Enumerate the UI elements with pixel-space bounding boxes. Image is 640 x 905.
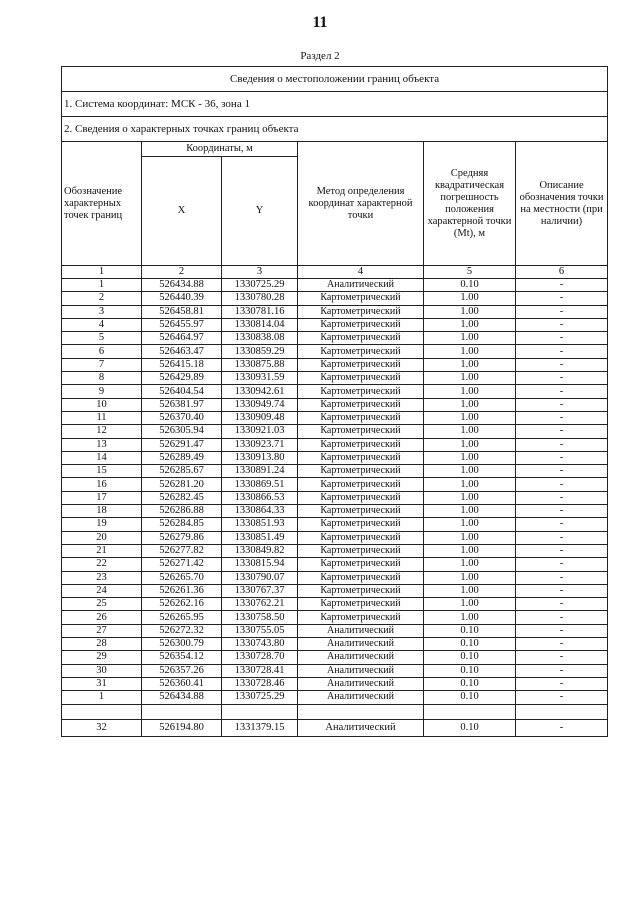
cell-error: 1.00	[424, 438, 516, 451]
cell-error: 1.00	[424, 478, 516, 491]
cell-error: 1.00	[424, 531, 516, 544]
table-row	[62, 518, 608, 531]
column-number: 2	[142, 266, 222, 279]
cell-error: 0.10	[424, 279, 516, 292]
cell-y: 1330838.08	[222, 332, 298, 345]
table-row	[62, 411, 608, 424]
cell-point: 2	[62, 292, 142, 305]
cell-error: 1.00	[424, 544, 516, 557]
cell-method: Картометрический	[298, 345, 424, 358]
table-row	[62, 332, 608, 345]
table-row	[62, 571, 608, 584]
cell-y: 1330866.53	[222, 491, 298, 504]
cell-point: 30	[62, 664, 142, 677]
cell-point: 21	[62, 544, 142, 557]
cell-method: Аналитический	[298, 664, 424, 677]
cell-description: -	[516, 358, 608, 371]
cell-point: 19	[62, 518, 142, 531]
cell-y: 1330875.88	[222, 358, 298, 371]
cell-description: -	[516, 598, 608, 611]
table-row	[62, 385, 608, 398]
cell-error: 1.00	[424, 372, 516, 385]
cell-error: 1.00	[424, 385, 516, 398]
cell-description: -	[516, 279, 608, 292]
cell-y: 1330780.28	[222, 292, 298, 305]
cell-description: -	[516, 651, 608, 664]
cell-point: 13	[62, 438, 142, 451]
cell-method: Картометрический	[298, 292, 424, 305]
points-section-title: 2. Сведения о характерных точках границ объекта	[62, 117, 608, 142]
cell-description: -	[516, 638, 608, 651]
cell-description: -	[516, 518, 608, 531]
cell-description: -	[516, 305, 608, 318]
table-row	[62, 478, 608, 491]
cell-description: -	[516, 385, 608, 398]
cell-error: 1.00	[424, 425, 516, 438]
cell-error: 1.00	[424, 305, 516, 318]
cell-error: 0.10	[424, 651, 516, 664]
cell-error: 1.00	[424, 584, 516, 597]
table-row	[62, 531, 608, 544]
cell-point: 22	[62, 558, 142, 571]
cell-error: 1.00	[424, 292, 516, 305]
cell-y: 1330949.74	[222, 398, 298, 411]
cell-description: -	[516, 332, 608, 345]
cell-error: 0.10	[424, 691, 516, 704]
table-row	[62, 624, 608, 637]
cell-error: 1.00	[424, 411, 516, 424]
cell-y: 1330815.94	[222, 558, 298, 571]
cell-point: 6	[62, 345, 142, 358]
cell-y: 1330728.41	[222, 664, 298, 677]
header-point: Обозначение характерных точек границ	[62, 142, 142, 266]
cell-method: Картометрический	[298, 611, 424, 624]
cell-method: Аналитический	[298, 677, 424, 690]
cell-error: 1.00	[424, 611, 516, 624]
table-row	[62, 611, 608, 624]
coordinate-system: 1. Система координат: МСК - 36, зона 1	[62, 92, 608, 117]
cell-x: 526440.39	[142, 292, 222, 305]
cell-y: 1330758.50	[222, 611, 298, 624]
cell-description: -	[516, 411, 608, 424]
cell-error: 1.00	[424, 398, 516, 411]
cell-error: 1.00	[424, 491, 516, 504]
cell-y: 1330891.24	[222, 465, 298, 478]
cell-point: 16	[62, 478, 142, 491]
section-label: Раздел 2	[300, 50, 340, 62]
cell-error: 0.10	[424, 664, 516, 677]
cell-x: 526381.97	[142, 398, 222, 411]
header-method: Метод определения координат характерной точки	[298, 142, 424, 266]
cell-y: 1330743.80	[222, 638, 298, 651]
cell-y: 1330909.48	[222, 411, 298, 424]
cell-point: 17	[62, 491, 142, 504]
cell-x: 526291.47	[142, 438, 222, 451]
column-numbers-row	[62, 266, 608, 279]
cell-point: 15	[62, 465, 142, 478]
cell-x: 526281.20	[142, 478, 222, 491]
cell-description: -	[516, 719, 608, 736]
table-row	[62, 664, 608, 677]
cell-method: Картометрический	[298, 598, 424, 611]
cell-x: 526463.47	[142, 345, 222, 358]
cell-method: Картометрический	[298, 332, 424, 345]
cell-error: 0.10	[424, 677, 516, 690]
cell-method: Аналитический	[298, 624, 424, 637]
cell-y: 1330781.16	[222, 305, 298, 318]
column-number: 6	[516, 266, 608, 279]
cell-description: -	[516, 425, 608, 438]
cell-point: 29	[62, 651, 142, 664]
cell-description: -	[516, 677, 608, 690]
cell-x: 526305.94	[142, 425, 222, 438]
table-row	[62, 451, 608, 464]
table-row	[62, 691, 608, 704]
cell-description: -	[516, 544, 608, 557]
cell-description: -	[516, 478, 608, 491]
header-description: Описание обозначения точки на местности (при наличии)	[516, 142, 608, 266]
cell-point: 8	[62, 372, 142, 385]
cell-y: 1330931.59	[222, 372, 298, 385]
table-row	[62, 638, 608, 651]
table-row	[62, 438, 608, 451]
header-x: X	[142, 157, 222, 266]
cell-description: -	[516, 584, 608, 597]
cell-y: 1330728.46	[222, 677, 298, 690]
cell-error: 1.00	[424, 598, 516, 611]
cell-method: Картометрический	[298, 411, 424, 424]
cell-description: -	[516, 292, 608, 305]
cell-method: Картометрический	[298, 584, 424, 597]
table-row	[62, 491, 608, 504]
cell-method: Картометрический	[298, 478, 424, 491]
cell-x: 526284.85	[142, 518, 222, 531]
cell-description: -	[516, 505, 608, 518]
cell-point: 18	[62, 505, 142, 518]
cell-x: 526279.86	[142, 531, 222, 544]
cell-y: 1330923.71	[222, 438, 298, 451]
cell-x: 526455.97	[142, 318, 222, 331]
cell-method: Картометрический	[298, 465, 424, 478]
header-coords: Координаты, м	[142, 142, 298, 157]
table-row	[62, 279, 608, 292]
cell-x: 526464.97	[142, 332, 222, 345]
cell-y: 1330767.37	[222, 584, 298, 597]
cell-point: 20	[62, 531, 142, 544]
cell-y: 1330755.05	[222, 624, 298, 637]
cell-point: 10	[62, 398, 142, 411]
cell-x: 526286.88	[142, 505, 222, 518]
cell-point: 32	[62, 719, 142, 736]
cell-y: 1330859.29	[222, 345, 298, 358]
cell-description: -	[516, 491, 608, 504]
cell-x: 526194.80	[142, 719, 222, 736]
cell-error: 1.00	[424, 451, 516, 464]
cell-method: Картометрический	[298, 505, 424, 518]
table-row	[62, 677, 608, 690]
cell-x: 526271.42	[142, 558, 222, 571]
cell-point: 24	[62, 584, 142, 597]
empty-row	[62, 704, 608, 719]
header-error: Средняя квадратическая погрешность положения характерной точки (Mt), м	[424, 142, 516, 266]
cell-y: 1330725.29	[222, 691, 298, 704]
boundaries-table	[61, 66, 608, 737]
cell-y: 1331379.15	[222, 719, 298, 736]
cell-method: Картометрический	[298, 558, 424, 571]
cell-y: 1330762.21	[222, 598, 298, 611]
table-row	[62, 318, 608, 331]
cell-method: Картометрический	[298, 372, 424, 385]
cell-method: Картометрический	[298, 451, 424, 464]
cell-error: 0.10	[424, 624, 516, 637]
cell-method: Картометрический	[298, 305, 424, 318]
cell-x: 526360.41	[142, 677, 222, 690]
cell-error: 1.00	[424, 571, 516, 584]
table-title: Сведения о местоположении границ объекта	[62, 67, 608, 92]
header-y: Y	[222, 157, 298, 266]
cell-error: 0.10	[424, 719, 516, 736]
table-row	[62, 358, 608, 371]
table-row	[62, 651, 608, 664]
cell-y: 1330725.29	[222, 279, 298, 292]
column-number: 1	[62, 266, 142, 279]
cell-method: Картометрический	[298, 531, 424, 544]
cell-x: 526289.49	[142, 451, 222, 464]
cell-x: 526272.32	[142, 624, 222, 637]
cell-description: -	[516, 372, 608, 385]
table-row	[62, 292, 608, 305]
cell-method: Аналитический	[298, 719, 424, 736]
cell-error: 1.00	[424, 358, 516, 371]
cell-description: -	[516, 398, 608, 411]
cell-method: Картометрический	[298, 491, 424, 504]
cell-point: 1	[62, 691, 142, 704]
cell-method: Картометрический	[298, 398, 424, 411]
cell-point: 25	[62, 598, 142, 611]
cell-point: 9	[62, 385, 142, 398]
cell-point: 14	[62, 451, 142, 464]
table-row	[62, 544, 608, 557]
cell-method: Аналитический	[298, 691, 424, 704]
cell-error: 1.00	[424, 345, 516, 358]
cell-point: 26	[62, 611, 142, 624]
cell-y: 1330814.04	[222, 318, 298, 331]
cell-x: 526261.36	[142, 584, 222, 597]
table-row	[62, 345, 608, 358]
page-number: 11	[312, 14, 328, 31]
cell-method: Картометрический	[298, 438, 424, 451]
cell-method: Картометрический	[298, 318, 424, 331]
cell-error: 1.00	[424, 318, 516, 331]
cell-y: 1330851.49	[222, 531, 298, 544]
cell-method: Картометрический	[298, 425, 424, 438]
cell-y: 1330913.80	[222, 451, 298, 464]
cell-error: 1.00	[424, 465, 516, 478]
cell-x: 526458.81	[142, 305, 222, 318]
table-row	[62, 465, 608, 478]
cell-error: 1.00	[424, 558, 516, 571]
cell-y: 1330864.33	[222, 505, 298, 518]
cell-error: 1.00	[424, 505, 516, 518]
cell-x: 526434.88	[142, 691, 222, 704]
cell-description: -	[516, 451, 608, 464]
cell-description: -	[516, 624, 608, 637]
cell-x: 526429.89	[142, 372, 222, 385]
cell-description: -	[516, 465, 608, 478]
cell-y: 1330790.07	[222, 571, 298, 584]
cell-point: 5	[62, 332, 142, 345]
table-row	[62, 305, 608, 318]
cell-method: Картометрический	[298, 571, 424, 584]
cell-method: Картометрический	[298, 358, 424, 371]
cell-point: 27	[62, 624, 142, 637]
cell-error: 1.00	[424, 518, 516, 531]
cell-y: 1330851.93	[222, 518, 298, 531]
cell-description: -	[516, 345, 608, 358]
cell-point: 12	[62, 425, 142, 438]
cell-y: 1330849.82	[222, 544, 298, 557]
cell-x: 526404.54	[142, 385, 222, 398]
table-row	[62, 425, 608, 438]
cell-x: 526354.12	[142, 651, 222, 664]
table-row	[62, 372, 608, 385]
cell-description: -	[516, 664, 608, 677]
column-number: 4	[298, 266, 424, 279]
cell-point: 28	[62, 638, 142, 651]
cell-description: -	[516, 558, 608, 571]
table-row	[62, 719, 608, 736]
cell-error: 1.00	[424, 332, 516, 345]
cell-description: -	[516, 571, 608, 584]
cell-method: Аналитический	[298, 279, 424, 292]
cell-point: 1	[62, 279, 142, 292]
table-row	[62, 398, 608, 411]
cell-x: 526300.79	[142, 638, 222, 651]
cell-x: 526277.82	[142, 544, 222, 557]
column-number: 5	[424, 266, 516, 279]
cell-y: 1330921.03	[222, 425, 298, 438]
cell-point: 4	[62, 318, 142, 331]
cell-method: Аналитический	[298, 638, 424, 651]
cell-description: -	[516, 531, 608, 544]
cell-description: -	[516, 611, 608, 624]
cell-x: 526262.16	[142, 598, 222, 611]
table-row	[62, 505, 608, 518]
cell-x: 526434.88	[142, 279, 222, 292]
table-row	[62, 584, 608, 597]
cell-description: -	[516, 318, 608, 331]
cell-method: Картометрический	[298, 385, 424, 398]
cell-y: 1330869.51	[222, 478, 298, 491]
cell-description: -	[516, 691, 608, 704]
cell-x: 526415.18	[142, 358, 222, 371]
cell-description: -	[516, 438, 608, 451]
cell-method: Аналитический	[298, 651, 424, 664]
column-number: 3	[222, 266, 298, 279]
cell-y: 1330728.70	[222, 651, 298, 664]
table-row	[62, 598, 608, 611]
cell-x: 526285.67	[142, 465, 222, 478]
cell-x: 526370.40	[142, 411, 222, 424]
table-row	[62, 558, 608, 571]
cell-point: 7	[62, 358, 142, 371]
cell-error: 0.10	[424, 638, 516, 651]
cell-y: 1330942.61	[222, 385, 298, 398]
cell-x: 526357.26	[142, 664, 222, 677]
cell-point: 11	[62, 411, 142, 424]
cell-method: Картометрический	[298, 518, 424, 531]
cell-point: 31	[62, 677, 142, 690]
cell-x: 526265.70	[142, 571, 222, 584]
cell-point: 3	[62, 305, 142, 318]
cell-x: 526265.95	[142, 611, 222, 624]
cell-x: 526282.45	[142, 491, 222, 504]
cell-point: 23	[62, 571, 142, 584]
cell-method: Картометрический	[298, 544, 424, 557]
